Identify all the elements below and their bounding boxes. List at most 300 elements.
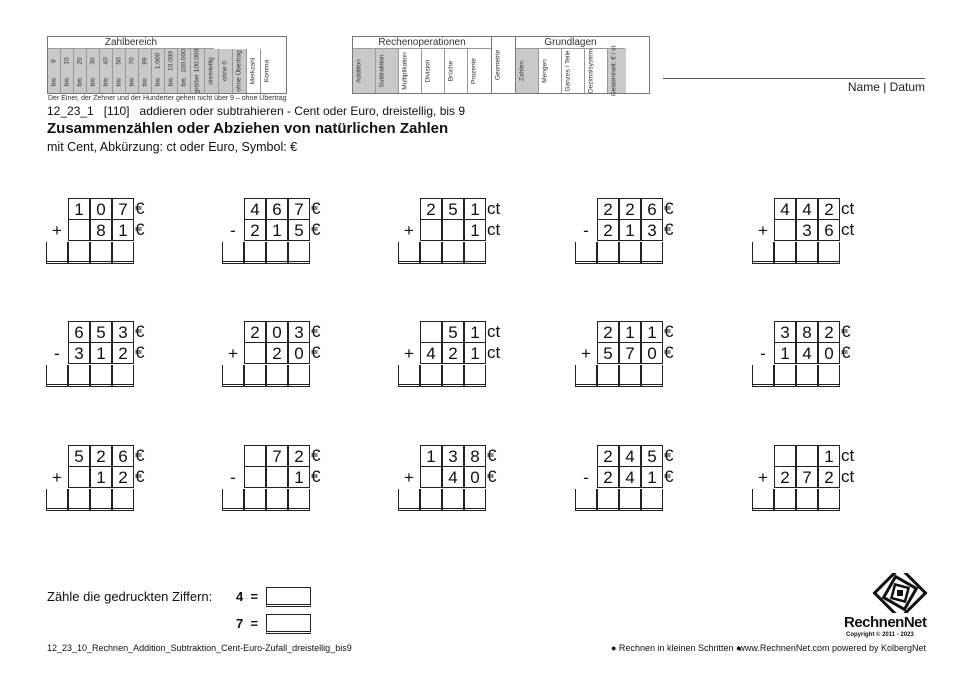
zahlbereich-col-0-prefix: bis xyxy=(50,77,58,87)
count-label: Zähle die gedruckten Ziffern: xyxy=(47,589,213,604)
result-cell[interactable] xyxy=(619,365,641,387)
grundlagen-col-2-label: Ganzes / Teile xyxy=(564,50,572,92)
operator-sign: - xyxy=(230,468,236,487)
zahlbereich-col-6-prefix: bis xyxy=(128,77,136,87)
result-cell[interactable] xyxy=(641,365,663,387)
zahlbereich-col-3 xyxy=(87,49,100,93)
operator-sign: - xyxy=(583,221,589,240)
result-row[interactable] xyxy=(752,489,840,511)
result-cell[interactable] xyxy=(266,489,288,511)
worksheet-code: 12_23_1 [110] addieren oder subtrahieren - Cent oder Euro, dreistellig, bis 9 xyxy=(47,104,466,118)
grundlagen-title: Grundlagen xyxy=(516,37,625,49)
result-cell[interactable] xyxy=(112,242,134,264)
count-digit-4: 4 = xyxy=(236,589,259,604)
bottom-digit-cell: 3 xyxy=(641,219,663,241)
result-cell[interactable] xyxy=(420,365,442,387)
result-cell[interactable] xyxy=(288,489,310,511)
unit-label-bottom: € xyxy=(664,220,674,239)
bottom-digit-cell: 2 xyxy=(597,219,619,241)
result-row[interactable] xyxy=(752,365,840,387)
zahlbereich-extra-0 xyxy=(205,49,219,93)
bottom-digit-cell: 1 xyxy=(774,342,796,364)
bottom-digit-cell: 1 xyxy=(90,466,112,488)
zahlbereich-col-3-prefix: bis xyxy=(89,77,97,87)
top-digit-cell: 8 xyxy=(464,445,486,467)
bottom-digit-cell: 7 xyxy=(796,466,818,488)
exercise-11 xyxy=(46,445,166,515)
result-cell[interactable] xyxy=(752,242,774,264)
zahlbereich-extra-4 xyxy=(261,49,275,93)
result-cell[interactable] xyxy=(46,365,68,387)
grundlagen-col-1-label: Mengen xyxy=(541,59,549,83)
operator-sign: + xyxy=(404,468,414,487)
top-digit-cell: 2 xyxy=(90,445,112,467)
top-digit-cell: 7 xyxy=(266,445,288,467)
operation-col-1-label: Subtraktion xyxy=(378,54,386,88)
result-cell[interactable] xyxy=(68,242,90,264)
zahlbereich-table xyxy=(47,36,287,94)
operator-sign: - xyxy=(583,468,589,487)
result-cell[interactable] xyxy=(398,365,420,387)
rechenoperationen-title: Rechenoperationen xyxy=(353,37,491,49)
result-cell[interactable] xyxy=(818,365,840,387)
result-cell[interactable] xyxy=(398,242,420,264)
unit-label-top: € xyxy=(311,322,321,341)
unit-label-bottom: € xyxy=(135,220,145,239)
result-cell[interactable] xyxy=(796,242,818,264)
rechnennet-logo-icon xyxy=(842,573,928,613)
page-title: Zusammenzählen oder Abziehen von natürlichen Zahlen xyxy=(47,120,449,137)
top-digit-cell: 2 xyxy=(420,198,442,220)
grundlagen-table xyxy=(516,36,650,97)
top-digit-cell: 7 xyxy=(288,198,310,220)
bottom-digit-cell: 4 xyxy=(420,342,442,364)
bottom-digit-cell xyxy=(420,466,442,488)
grundlagen-col-0-label: Zahlen xyxy=(518,61,526,81)
top-digit-cell: 2 xyxy=(619,198,641,220)
bottom-digit-cell: 0 xyxy=(464,466,486,488)
zahlbereich-col-2-value: 20 xyxy=(76,57,84,65)
exercise-8 xyxy=(398,321,518,391)
result-row[interactable] xyxy=(222,365,310,387)
result-row[interactable] xyxy=(46,242,134,264)
top-digit-cell xyxy=(420,321,442,343)
unit-label-top: ct xyxy=(487,322,501,341)
result-cell[interactable] xyxy=(464,489,486,511)
operator-sign: + xyxy=(404,344,414,363)
unit-label-top: € xyxy=(311,199,321,218)
bottom-digit-cell: 2 xyxy=(266,342,288,364)
exercise-4 xyxy=(575,198,695,268)
top-digit-cell: 4 xyxy=(619,445,641,467)
top-digit-cell: 2 xyxy=(597,445,619,467)
operator-sign: + xyxy=(52,468,62,487)
zahlbereich-col-7-value: 99 xyxy=(141,57,149,65)
result-cell[interactable] xyxy=(774,365,796,387)
top-digit-cell: 2 xyxy=(288,445,310,467)
top-digit-cell: 3 xyxy=(442,445,464,467)
result-cell[interactable] xyxy=(244,365,266,387)
bottom-digit-cell xyxy=(442,219,464,241)
bottom-digit-cell: 1 xyxy=(464,342,486,364)
unit-label-top: € xyxy=(311,446,321,465)
unit-label-bottom: € xyxy=(487,467,497,486)
zahlbereich-col-9-value: 10.000 xyxy=(167,51,175,71)
zahlbereich-col-8 xyxy=(152,49,165,93)
exercise-5 xyxy=(752,198,872,268)
bottom-digit-cell: 4 xyxy=(796,342,818,364)
unit-label-top: € xyxy=(841,322,851,341)
bottom-digit-cell: 0 xyxy=(818,342,840,364)
bottom-digit-cell: 8 xyxy=(90,219,112,241)
operation-col-3 xyxy=(422,49,445,93)
result-cell[interactable] xyxy=(244,489,266,511)
result-row[interactable] xyxy=(398,489,486,511)
top-digit-cell: 2 xyxy=(244,321,266,343)
zahlbereich-extra-0-label: dreistellig xyxy=(207,57,215,85)
result-cell[interactable] xyxy=(597,365,619,387)
zahlbereich-title: Zahlbereich xyxy=(48,37,214,49)
bottom-digit-cell: 1 xyxy=(266,219,288,241)
result-cell[interactable] xyxy=(90,489,112,511)
zahlbereich-col-5-prefix: bis xyxy=(115,77,123,87)
bottom-digit-cell: 2 xyxy=(112,342,134,364)
result-cell[interactable] xyxy=(818,489,840,511)
bottom-digit-cell: 4 xyxy=(442,466,464,488)
zahlbereich-col-3-value: 30 xyxy=(89,57,97,65)
bottom-digit-cell: 1 xyxy=(464,219,486,241)
count-answer-box-7[interactable] xyxy=(266,614,311,634)
zahlbereich-col-9-prefix: bis xyxy=(167,77,175,87)
result-cell[interactable] xyxy=(112,365,134,387)
top-digit-cell: 1 xyxy=(818,445,840,467)
bottom-digit-cell: 1 xyxy=(90,342,112,364)
result-row[interactable] xyxy=(398,365,486,387)
zahlbereich-col-1-value: 10 xyxy=(63,57,71,65)
top-digit-cell: 7 xyxy=(112,198,134,220)
zahlbereich-col-8-value: 1.000 xyxy=(154,52,162,70)
unit-label-bottom: € xyxy=(664,467,674,486)
exercise-15 xyxy=(752,445,872,515)
top-digit-cell: 1 xyxy=(641,321,663,343)
grundlagen-col-3-label: Dezimalsystem xyxy=(587,48,595,94)
unit-label-bottom: € xyxy=(135,467,145,486)
result-row[interactable] xyxy=(46,489,134,511)
operation-col-2-label: Multiplikation xyxy=(401,52,409,90)
top-digit-cell: 1 xyxy=(464,321,486,343)
count-answer-box-4[interactable] xyxy=(266,587,311,607)
geometrie-column xyxy=(492,36,516,94)
zahlbereich-col-4-value: 40 xyxy=(102,57,110,65)
header-note: Der Einer, der Zehner und der Hunderter gehen nicht über 9 – ohne Übertrag xyxy=(48,95,287,102)
top-digit-cell: 3 xyxy=(774,321,796,343)
bottom-digit-cell xyxy=(774,219,796,241)
operator-sign: + xyxy=(758,221,768,240)
zahlbereich-col-8-prefix: bis xyxy=(154,77,162,87)
unit-label-bottom: € xyxy=(135,343,145,362)
zahlbereich-col-4-prefix: bis xyxy=(102,77,110,87)
result-cell[interactable] xyxy=(752,489,774,511)
result-row[interactable] xyxy=(575,242,663,264)
result-cell[interactable] xyxy=(222,365,244,387)
bottom-digit-cell: 1 xyxy=(619,219,641,241)
top-digit-cell: 5 xyxy=(442,321,464,343)
rechenoperationen-table xyxy=(352,36,492,94)
operation-col-0 xyxy=(353,49,376,93)
zahlbereich-extra-1 xyxy=(219,49,233,93)
zahlbereich-col-10-prefix: bis xyxy=(180,77,188,87)
top-digit-cell: 6 xyxy=(266,198,288,220)
zahlbereich-col-4 xyxy=(100,49,113,93)
result-cell[interactable] xyxy=(420,489,442,511)
unit-label-top: € xyxy=(135,199,145,218)
exercise-3 xyxy=(398,198,518,268)
top-digit-cell: 2 xyxy=(597,321,619,343)
footer-slogan: ● Rechnen in kleinen Schritten ● xyxy=(611,643,742,653)
zahlbereich-col-1 xyxy=(61,49,74,93)
bottom-digit-cell: 3 xyxy=(796,219,818,241)
unit-label-top: ct xyxy=(841,199,855,218)
unit-label-bottom: € xyxy=(664,343,674,362)
result-row[interactable] xyxy=(752,242,840,264)
result-cell[interactable] xyxy=(752,365,774,387)
exercise-9 xyxy=(575,321,695,391)
operator-sign: + xyxy=(758,468,768,487)
grundlagen-col-1 xyxy=(539,49,562,93)
bottom-digit-cell xyxy=(244,342,266,364)
zahlbereich-col-6 xyxy=(126,49,139,93)
exercise-14 xyxy=(575,445,695,515)
bottom-digit-cell: 2 xyxy=(774,466,796,488)
bottom-digit-cell: 2 xyxy=(442,342,464,364)
operator-sign: + xyxy=(52,221,62,240)
bottom-digit-cell: 5 xyxy=(288,219,310,241)
exercise-10 xyxy=(752,321,872,391)
top-digit-cell: 8 xyxy=(796,321,818,343)
result-cell[interactable] xyxy=(398,489,420,511)
grundlagen-col-3 xyxy=(585,49,608,93)
result-cell[interactable] xyxy=(68,489,90,511)
top-digit-cell: 6 xyxy=(641,198,663,220)
result-cell[interactable] xyxy=(464,242,486,264)
result-cell[interactable] xyxy=(597,489,619,511)
result-cell[interactable] xyxy=(575,365,597,387)
result-row[interactable] xyxy=(575,489,663,511)
top-digit-cell: 3 xyxy=(288,321,310,343)
top-digit-cell: 5 xyxy=(90,321,112,343)
zahlbereich-col-10-value: 100.000 xyxy=(180,49,188,73)
grundlagen-col-4-label: Geldeinheit: € / ct xyxy=(610,45,618,97)
unit-label-bottom: ct xyxy=(841,467,855,486)
zahlbereich-extra-3-label: Merkzahl xyxy=(249,57,257,85)
unit-label-bottom: ct xyxy=(841,220,855,239)
result-row[interactable] xyxy=(575,365,663,387)
top-digit-cell: 4 xyxy=(796,198,818,220)
bottom-digit-cell: 3 xyxy=(68,342,90,364)
result-cell[interactable] xyxy=(266,365,288,387)
result-cell[interactable] xyxy=(266,242,288,264)
unit-label-bottom: € xyxy=(311,343,321,362)
unit-label-bottom: ct xyxy=(487,220,501,239)
result-cell[interactable] xyxy=(796,365,818,387)
exercise-2 xyxy=(222,198,342,268)
unit-label-bottom: € xyxy=(311,467,321,486)
result-cell[interactable] xyxy=(442,365,464,387)
result-cell[interactable] xyxy=(774,242,796,264)
count-digit-7: 7 = xyxy=(236,616,259,631)
operator-sign: + xyxy=(404,221,414,240)
bottom-digit-cell: 1 xyxy=(641,466,663,488)
top-digit-cell xyxy=(796,445,818,467)
unit-label-top: € xyxy=(664,322,674,341)
result-cell[interactable] xyxy=(288,242,310,264)
result-cell[interactable] xyxy=(464,365,486,387)
bottom-digit-cell: 6 xyxy=(818,219,840,241)
result-row[interactable] xyxy=(222,489,310,511)
exercise-12 xyxy=(222,445,342,515)
top-digit-cell: 1 xyxy=(420,445,442,467)
bottom-digit-cell: 2 xyxy=(597,466,619,488)
result-cell[interactable] xyxy=(112,489,134,511)
unit-label-top: € xyxy=(664,199,674,218)
result-cell[interactable] xyxy=(46,242,68,264)
grundlagen-col-4 xyxy=(608,45,626,97)
result-cell[interactable] xyxy=(90,365,112,387)
unit-label-bottom: ct xyxy=(487,343,501,362)
result-cell[interactable] xyxy=(796,489,818,511)
footer-website-link[interactable]: www.RechnenNet.com powered by KolbergNet xyxy=(738,643,926,653)
result-cell[interactable] xyxy=(774,489,796,511)
operator-sign: - xyxy=(760,344,766,363)
result-cell[interactable] xyxy=(288,365,310,387)
top-digit-cell: 5 xyxy=(641,445,663,467)
unit-label-top: € xyxy=(135,446,145,465)
page-subtitle: mit Cent, Abkürzung: ct oder Euro, Symbol: € xyxy=(47,140,298,154)
top-digit-cell: 1 xyxy=(68,198,90,220)
result-cell[interactable] xyxy=(619,489,641,511)
zahlbereich-col-9 xyxy=(165,49,178,93)
bottom-digit-cell xyxy=(68,466,90,488)
result-cell[interactable] xyxy=(420,242,442,264)
footer-filename: 12_23_10_Rechnen_Addition_Subtraktion_Cent-Euro-Zufall_dreistellig_bis9 xyxy=(47,643,352,653)
zahlbereich-col-5-value: 50 xyxy=(115,57,123,65)
result-cell[interactable] xyxy=(641,489,663,511)
top-digit-cell: 2 xyxy=(818,198,840,220)
top-digit-cell: 1 xyxy=(464,198,486,220)
zahlbereich-col-1-prefix: bis xyxy=(63,77,71,87)
operator-sign: + xyxy=(581,344,591,363)
top-digit-cell: 3 xyxy=(112,321,134,343)
zahlbereich-extra-1-label: ohne 0 xyxy=(221,61,229,81)
top-digit-cell: 0 xyxy=(90,198,112,220)
bottom-digit-cell xyxy=(420,219,442,241)
result-cell[interactable] xyxy=(68,365,90,387)
result-cell[interactable] xyxy=(442,242,464,264)
unit-label-bottom: € xyxy=(311,220,321,239)
operation-col-5 xyxy=(468,49,491,93)
result-cell[interactable] xyxy=(222,489,244,511)
result-cell[interactable] xyxy=(46,489,68,511)
result-cell[interactable] xyxy=(90,242,112,264)
top-digit-cell: 6 xyxy=(112,445,134,467)
top-digit-cell: 5 xyxy=(68,445,90,467)
bottom-digit-cell xyxy=(244,466,266,488)
operation-col-1 xyxy=(376,49,399,93)
top-digit-cell: 4 xyxy=(244,198,266,220)
bottom-digit-cell: 1 xyxy=(288,466,310,488)
exercise-7 xyxy=(222,321,342,391)
zahlbereich-extra-4-label: Komma xyxy=(263,59,271,83)
name-date-label: Name | Datum xyxy=(847,80,925,94)
operation-col-0-label: Addition xyxy=(355,59,363,83)
bottom-digit-cell: 4 xyxy=(619,466,641,488)
zahlbereich-extra-2-label: ohne Übertrag xyxy=(235,50,243,92)
zahlbereich-col-10 xyxy=(178,49,191,93)
result-cell[interactable] xyxy=(575,489,597,511)
zahlbereich-col-2-prefix: bis xyxy=(76,77,84,87)
unit-label-top: ct xyxy=(487,199,501,218)
result-cell[interactable] xyxy=(818,242,840,264)
result-row[interactable] xyxy=(222,242,310,264)
bottom-digit-cell: 0 xyxy=(641,342,663,364)
zahlbereich-col-7 xyxy=(139,49,152,93)
operator-sign: + xyxy=(228,344,238,363)
zahlbereich-extra-3 xyxy=(247,49,261,93)
name-date-line xyxy=(663,78,925,79)
top-digit-cell: 2 xyxy=(818,321,840,343)
exercise-13 xyxy=(398,445,518,515)
unit-label-top: € xyxy=(664,446,674,465)
operation-col-4 xyxy=(445,49,468,93)
top-digit-cell xyxy=(244,445,266,467)
operator-sign: - xyxy=(54,344,60,363)
result-cell[interactable] xyxy=(597,242,619,264)
top-digit-cell: 0 xyxy=(266,321,288,343)
bottom-digit-cell: 5 xyxy=(597,342,619,364)
result-cell[interactable] xyxy=(575,242,597,264)
bottom-digit-cell: 0 xyxy=(288,342,310,364)
result-cell[interactable] xyxy=(442,489,464,511)
unit-label-top: ct xyxy=(841,446,855,465)
zahlbereich-extra-2 xyxy=(233,49,247,93)
operation-col-2 xyxy=(399,49,422,93)
bottom-digit-cell xyxy=(266,466,288,488)
zahlbereich-col-2 xyxy=(74,49,87,93)
zahlbereich-col-11-label: größer 100.000 xyxy=(193,48,201,94)
geometrie-label: Geometrie xyxy=(494,49,502,81)
exercise-1 xyxy=(46,198,166,268)
logo-copyright: Copyright © 2011 - 2023 xyxy=(846,632,914,638)
bottom-digit-cell: 1 xyxy=(112,219,134,241)
result-cell[interactable] xyxy=(222,242,244,264)
top-digit-cell: 6 xyxy=(68,321,90,343)
result-row[interactable] xyxy=(398,242,486,264)
result-cell[interactable] xyxy=(244,242,266,264)
top-digit-cell: 5 xyxy=(442,198,464,220)
exercise-6 xyxy=(46,321,166,391)
bottom-digit-cell: 2 xyxy=(244,219,266,241)
result-row[interactable] xyxy=(46,365,134,387)
unit-label-top: € xyxy=(487,446,497,465)
result-cell[interactable] xyxy=(641,242,663,264)
result-cell[interactable] xyxy=(619,242,641,264)
zahlbereich-col-0 xyxy=(48,49,61,93)
top-digit-cell: 1 xyxy=(619,321,641,343)
operation-col-3-label: Division xyxy=(424,59,432,83)
logo-name: RechnenNet xyxy=(844,614,927,631)
operation-col-4-label: Brüche xyxy=(447,60,455,82)
zahlbereich-col-6-value: 70 xyxy=(128,57,136,65)
